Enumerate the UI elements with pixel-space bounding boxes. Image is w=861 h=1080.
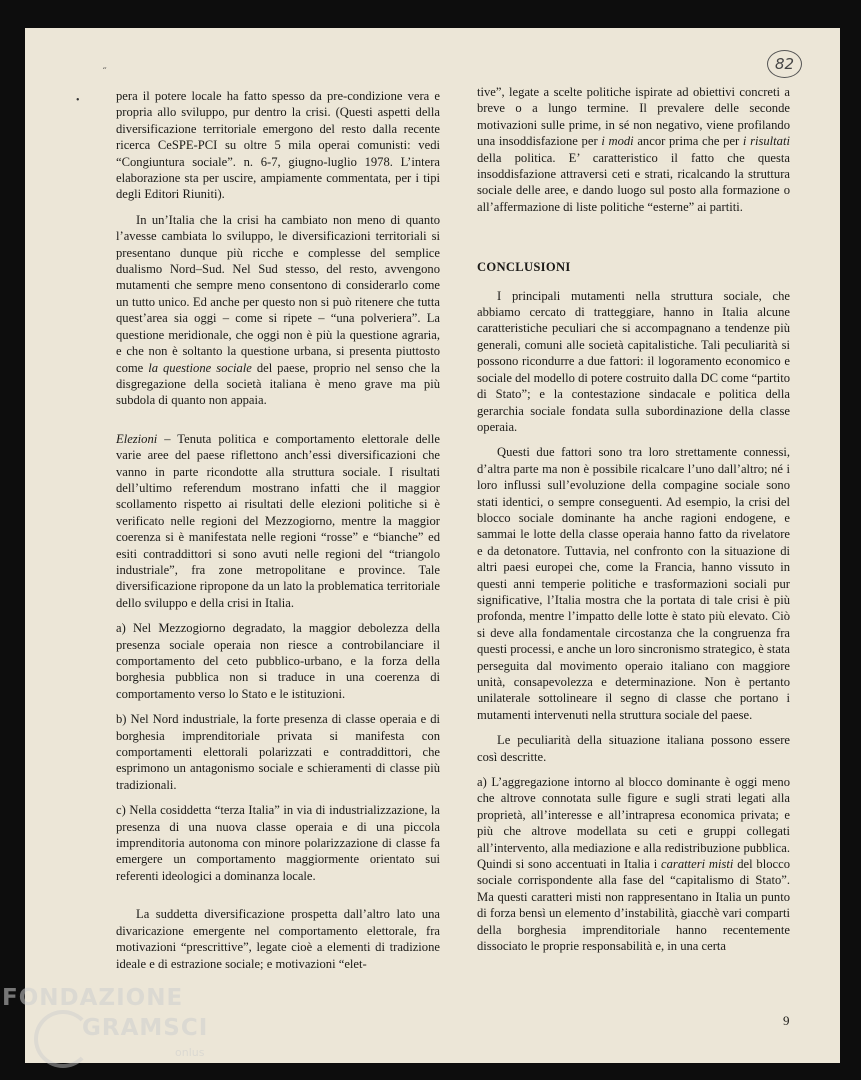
paragraph: La suddetta diversificazione prospetta dall’altro lato una divaricazione emergente nel comportamento elettorale, fra motivazioni “prescrittive”, legate cioè a elementi di tradizione ideale e di estrazione sociale; e motivazioni “elet-	[116, 907, 440, 971]
handwritten-page-annotation: 82	[767, 50, 802, 78]
list-item-a: a) Nel Mezzogiorno degradato, la maggior debolezza della presenza sociale operaia non riesce a controbilanciare il comportamento del ceto pubblico-urbano, e la forza della borghesia pubblica non si traduce in una coerenza di comportamento verso lo Stato e le istituzioni.	[116, 621, 440, 701]
list-item-c: c) Nella cosiddetta “terza Italia” in via di industrializzazione, la presenza di una nuova classe operaia e di una piccola imprenditoria autonoma con minore polarizzazione di classe fa emergere un comportamento maggiormente orientato sui referenti ideologici a dominanza locale.	[116, 803, 440, 883]
list-item-b: b) Nel Nord industriale, la forte presenza di classe operaia e di borghesia imprenditoriale privata si manifesta con comportamenti elettorali polarizzati e contraddittori, che esprimono un antagonismo sociale e schieramenti di classe più tradizionali.	[116, 712, 440, 792]
paragraph: pera il potere locale ha fatto spesso da pre-condizione vera e propria allo sviluppo, pur dentro la crisi. (Questi aspetti della diversificazione territoriale emergono del resto dalla recente ricerca CeSPE-PCI su oltre 5 mila operai comunisti: vedi “Congiuntura sociale”. n. 6-7, giugno-luglio 1978. L’intera elaborazione sta per uscire, ampiamente commentata, per i tipi degli Editori Riuniti).	[116, 89, 440, 202]
watermark-text: GRAMSCI	[82, 1015, 209, 1041]
watermark-text: onlus	[175, 1046, 205, 1059]
paragraph: Le peculiarità della situazione italiana possono essere così descritte.	[477, 733, 790, 764]
watermark-text: FONDAZIONE	[2, 985, 184, 1011]
paragraph: tive”, legate a scelte politiche ispirate ad obiettivi concreti a breve o a lungo termine. Il prevalere delle seconde motivazioni sulle prime, in sé non negativo, viene profilando una insoddisfazione per i modi ancor prima che per i risultati della politica. E’ caratteristico il fatto che questa insoddisfazione attraversi ceti e strati, ricalcando la struttura sociale delle aree, e dando luogo sul posto alla formazione o all’affermazione di liste politiche “esterne” ai partiti.	[477, 85, 790, 214]
left-column	[116, 88, 440, 981]
right-column	[477, 84, 790, 964]
scan-mark: •	[76, 95, 80, 106]
scan-mark: ˶	[103, 62, 107, 73]
page-number: 9	[783, 1013, 790, 1028]
list-item-a: a) L’aggregazione intorno al blocco dominante è oggi meno che altrove connotata sulle figure e sugli strati legati alla proprietà, all’interesse e all’intrapresa economica privata; e più che altrove modellata su ceti e gruppi collegati all’intervento, alla mediazione e alla redistribuzione pubblica. Quindi si sono accentuati in Italia i caratteri misti del blocco sociale corrispondente alla fase del “capitalismo di Stato”. Ma questi caratteri misti non rappresentano in Italia un punto di forza bensì un elemento d’instabilità, giacchè vari comparti della borghesia imprenditoriale hanno recentemente dissociato le proprie responsabilità e, in una certa	[477, 775, 790, 954]
paragraph-elezioni: Elezioni – Tenuta politica e comportamento elettorale delle varie aree del paese riflettono anch’essi diversificazioni che vanno in parte ricondotte alla struttura sociale. I risultati dell’ultimo referendum mostrano infatti che il maggior scollamento rispetto ai risultati delle elezioni politiche si è verificato nelle regioni del Mezzogiorno, mentre la maggior coerenza si è manifestata nelle regioni “rosse” e “bianche” ed esiti contraddittori si sono avuti nelle regioni del “triangolo industriale”, fra zone metropolitane e province. Tale diversificazione ripropone da un lato la problematica territoriale dello sviluppo e della crisi in Italia.	[116, 431, 440, 610]
paragraph: In un’Italia che la crisi ha cambiato non meno di quanto l’avesse cambiata lo sviluppo, le diversificazioni territoriali si presentano dunque più ricche e complesse del semplice dualismo Nord–Sud. Nel Sud stesso, del resto, avvengono mutamenti che sempre meno consentono di considerarlo come un tutto unico. Ed anche per questo non si può ritenere che tutta quest’area sia oggi – come si ripete – “una polveriera”. La questione meridionale, che oggi non è più la questione agraria, e che non è soltanto la questione urbana, si presenta piuttosto come la questione sociale del paese, proprio nel senso che la disgregazione della società italiana è meno grave ma più subdola di quanto non appaia.	[116, 212, 441, 408]
paragraph: I principali mutamenti nella struttura sociale, che abbiamo cercato di tratteggiare, hanno in Italia alcune caratteristiche peculiari che si accompagnano a tendenze più generali, comuni alle società capitalistiche. Tali peculiarità si possono ricondurre a due fattori: il logoramento economico e sociale del modello di potere costruito dalla DC come “partito di Stato”; e la contestazione sindacale e politica della gerarchia sociale fondata sulla subordinazione della classe operaia.	[477, 288, 790, 434]
paragraph: Questi due fattori sono tra loro strettamente connessi, d’altra parte ma non è possibile ricalcare l’uno dall’altro; né i loro influssi sull’evoluzione della compagine sociale sono stati identici, o sempre conseguenti. Ad esempio, la crisi del blocco sociale dominante ha anche ragioni endogene, e sammai le lotte della classe operaia hanno fatto da rivelatore e da detonatore. Tuttavia, nel confronto con la situazione di altri paesi europei che, come la Francia, hanno vissuto in questi anni temperie politiche e trasformazioni sociali pur significative, l’Italia mostra che la portata di tale crisi è più profonda, mentre l’impatto delle lotte è stato più elevato. Ciò si deve alla fondamentale circostanza che la congruenza fra questi processi, e anche un loro sincronismo strategico, è stata perseguita dal movimento operaio italiano con maggiore unità, consapevolezza e determinazione. Non è pertanto unilaterale sottolineare il segno di classe che portano i mutamenti intervenuti nella struttura sociale del paese.	[477, 445, 791, 722]
section-heading: CONCLUSIONI	[477, 260, 571, 275]
